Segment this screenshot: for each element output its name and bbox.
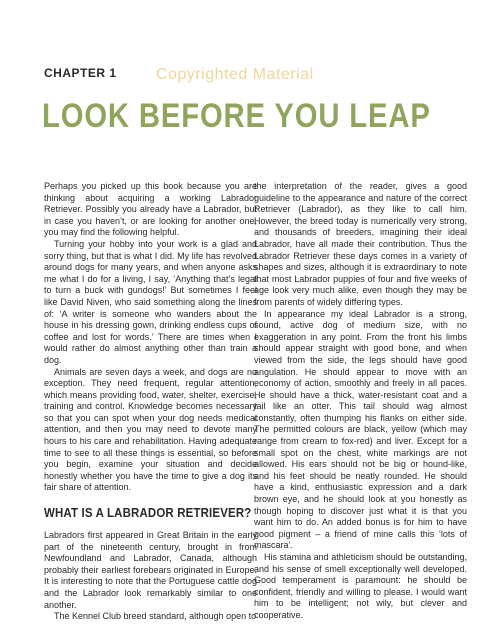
right-column: [254, 181, 467, 622]
section-heading: WHAT IS A LABRADOR RETRIEVER?: [44, 505, 252, 521]
body-paragraph: His stamina and athleticism should be outstanding, and his sense of smell exceptionally well developed. Good temperament is paramount: he should be confident, friendly and willing to please. I would want him to be intelligent; not wily, but clever and cooperative.: [254, 552, 467, 620]
body-paragraph: Turning your hobby into your work is a glad and sorry thing, but that is what I did. My life has revolved around dogs for many years, and when anyone asks me what I do for a living, I say, ‘Anything that’s legal to turn a buck with gundogs!’ But sometimes I feel like David Niven, who said something along the lines of: ‘A writer is someone who wanders about the house in his dressing gown, drinking endless cups of coffee and lost for words.’ There are times when I would rather do almost anything other than train a dog.: [44, 238, 257, 365]
body-paragraph: Animals are seven days a week, and dogs are no exception. They need frequent, regular attention, which means providing food, water, shelter, exercise, training and control. Knowledge becomes necessary so that you can spot when your dog needs medical attention, and then you may need to devote many hours to his care and rehabilitation. Having adequate time to see to all these things is essential, so before you begin, examine your situation and decide honestly whether you have the time to give a dog its fair share of attention.: [44, 366, 257, 493]
body-paragraph: Labradors first appeared in Great Britain in the early part of the nineteenth century, brought in from Newfoundland and Labrador, Canada, although probably their earliest forebears originated in Europe. It is interesting to note that the Portuguese cattle dog and the Labrador look remarkably similar to one another.: [44, 530, 257, 610]
body-paragraph: In appearance my ideal Labrador is a strong, sound, active dog of medium size, with no exaggeration in any point. From the front his limbs should appear straight with good bone, and when viewed from the side, the legs should have good angulation. He should appear to move with an economy of action, smoothly and freely in all paces. He should have a thick, water-resistant coat and a tail like an otter. This tail should wag almost constantly, often thumping his flanks on either side. The permitted colours are black, yellow (which may range from cream to fox-red) and liver. Except for a small spot on the chest, white markings are not allowed. His ears should not be big or hound-like, and his feet should be neatly rounded. He should have a kind, enthusiastic expression and a dark brown eye, and he should look at you honestly as though hoping to discover just what it is that you want him to do. An added bonus is for him to have good pigment – a friend of mine calls this ‘lots of mascara’.: [254, 308, 467, 551]
left-column: [44, 181, 257, 623]
body-paragraph: the interpretation of the reader, gives a good guideline to the appearance and nature of the correct Retriever (Labrador), as they like to call him. However, the breed today is numerically very strong, and thousands of breeders, imagining their ideal Labrador, have all made their contribution. Thus the Labrador Retriever these days comes in a variety of shapes and sizes, although it is extraordinary to note that most Labrador puppies of four and five weeks of age look very much alike, even though they may be from parents of widely differing types.: [254, 181, 467, 307]
watermark-text: Copyrighted Material: [156, 66, 314, 83]
body-paragraph: The Kennel Club breed standard, although open to: [54, 611, 257, 622]
chapter-title: LOOK BEFORE YOU LEAP: [42, 97, 431, 135]
chapter-label: CHAPTER 1: [44, 66, 117, 80]
body-paragraph: Perhaps you picked up this book because you are thinking about acquiring a working Labrador Retriever. Possibly you already have a Labrador, but in case you haven’t, or are looking for another one, you may find the following helpful.: [44, 181, 257, 238]
